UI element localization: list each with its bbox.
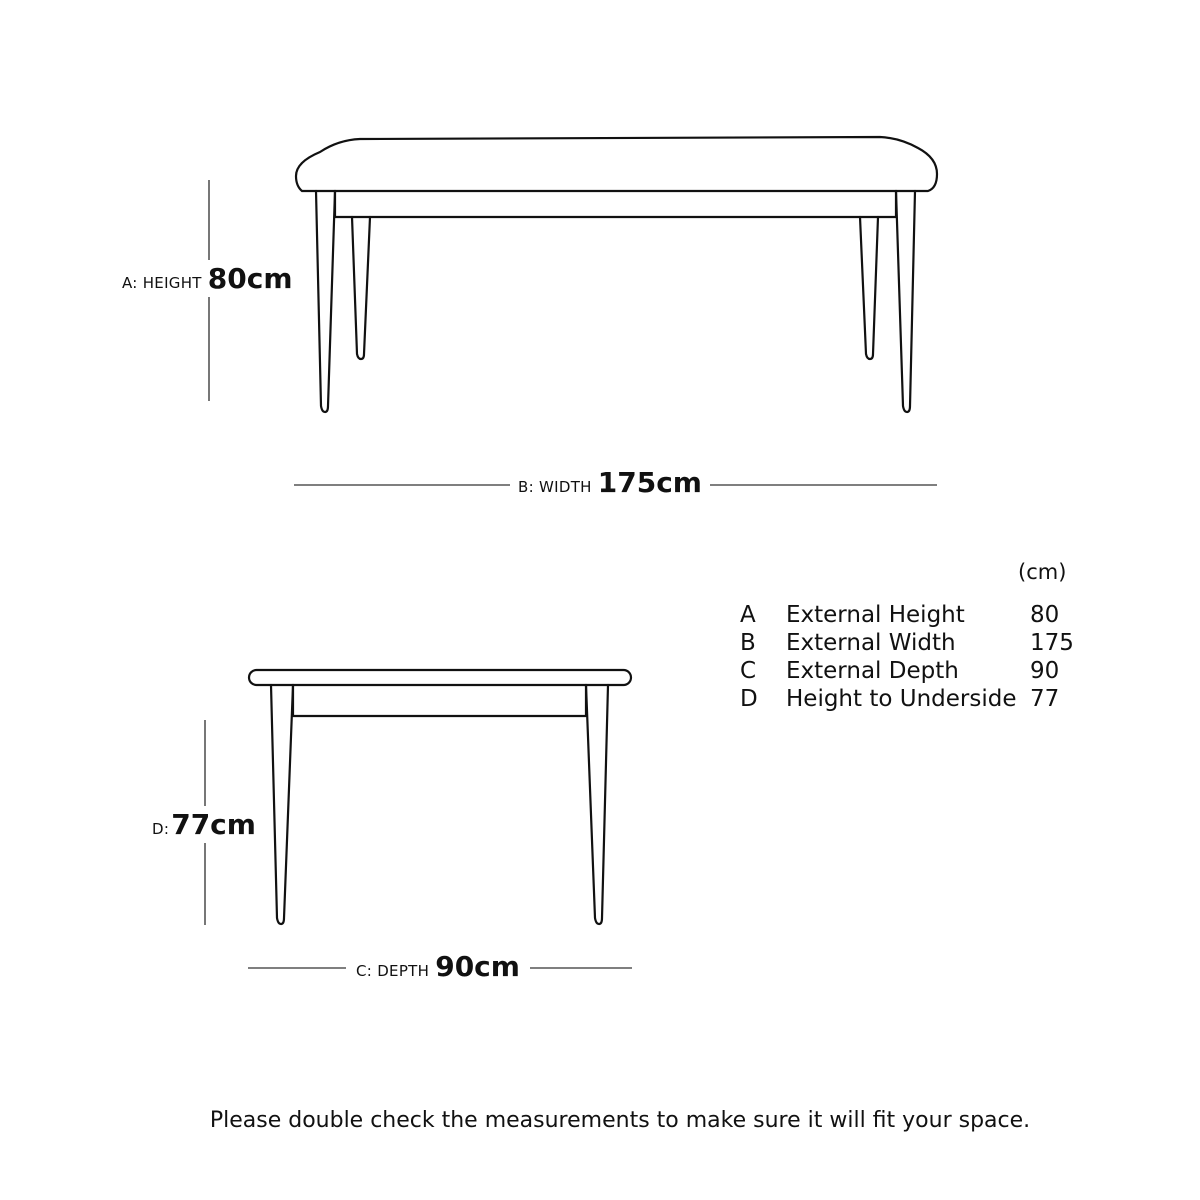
spec-letter: A	[740, 602, 756, 628]
spec-name: External Depth	[786, 658, 959, 684]
table-row	[740, 685, 1074, 713]
depth-dimension-label	[346, 948, 530, 985]
underside-dimension-value: 77cm	[171, 808, 256, 841]
width-dimension-prefix: B: WIDTH	[518, 478, 592, 496]
spec-name: External Width	[786, 630, 956, 656]
width-dimension-label	[510, 464, 710, 501]
spec-value: 80	[1030, 602, 1060, 628]
spec-letter: D	[740, 686, 758, 712]
side-view-apron	[293, 685, 586, 716]
spec-value: 77	[1030, 686, 1060, 712]
side-view-top	[249, 670, 631, 685]
spec-table-units: (cm)	[1018, 560, 1067, 584]
spec-name: External Height	[786, 602, 965, 628]
underside-dimension-label	[148, 806, 260, 843]
front-view-leg-left	[316, 191, 335, 412]
table-row	[740, 601, 1074, 629]
height-dimension-prefix: A: HEIGHT	[122, 274, 202, 292]
spec-name: Height to Underside	[786, 686, 1017, 712]
underside-dimension-prefix: D:	[152, 820, 170, 838]
table-row	[740, 629, 1074, 657]
front-view-apron	[335, 191, 896, 217]
height-dimension-label	[118, 260, 297, 297]
depth-dimension-prefix: C: DEPTH	[356, 962, 430, 980]
footer-note: Please double check the measurements to make sure it will fit your space.	[209, 1108, 1031, 1133]
spec-value: 90	[1030, 658, 1060, 684]
front-view-top	[296, 137, 937, 191]
spec-table	[740, 601, 1074, 713]
width-dimension-value: 175cm	[597, 466, 702, 499]
height-dimension-value: 80cm	[207, 262, 293, 295]
spec-letter: C	[740, 658, 757, 684]
depth-dimension-value: 90cm	[435, 950, 520, 983]
side-view-leg-left	[271, 685, 293, 924]
spec-letter: B	[740, 630, 756, 656]
front-view-rear-leg-right	[860, 217, 878, 359]
front-view-leg-right	[896, 191, 915, 412]
spec-value: 175	[1030, 630, 1074, 656]
front-view-rear-leg-left	[352, 217, 370, 359]
table-row	[740, 657, 1074, 685]
side-view-leg-right	[586, 685, 608, 924]
